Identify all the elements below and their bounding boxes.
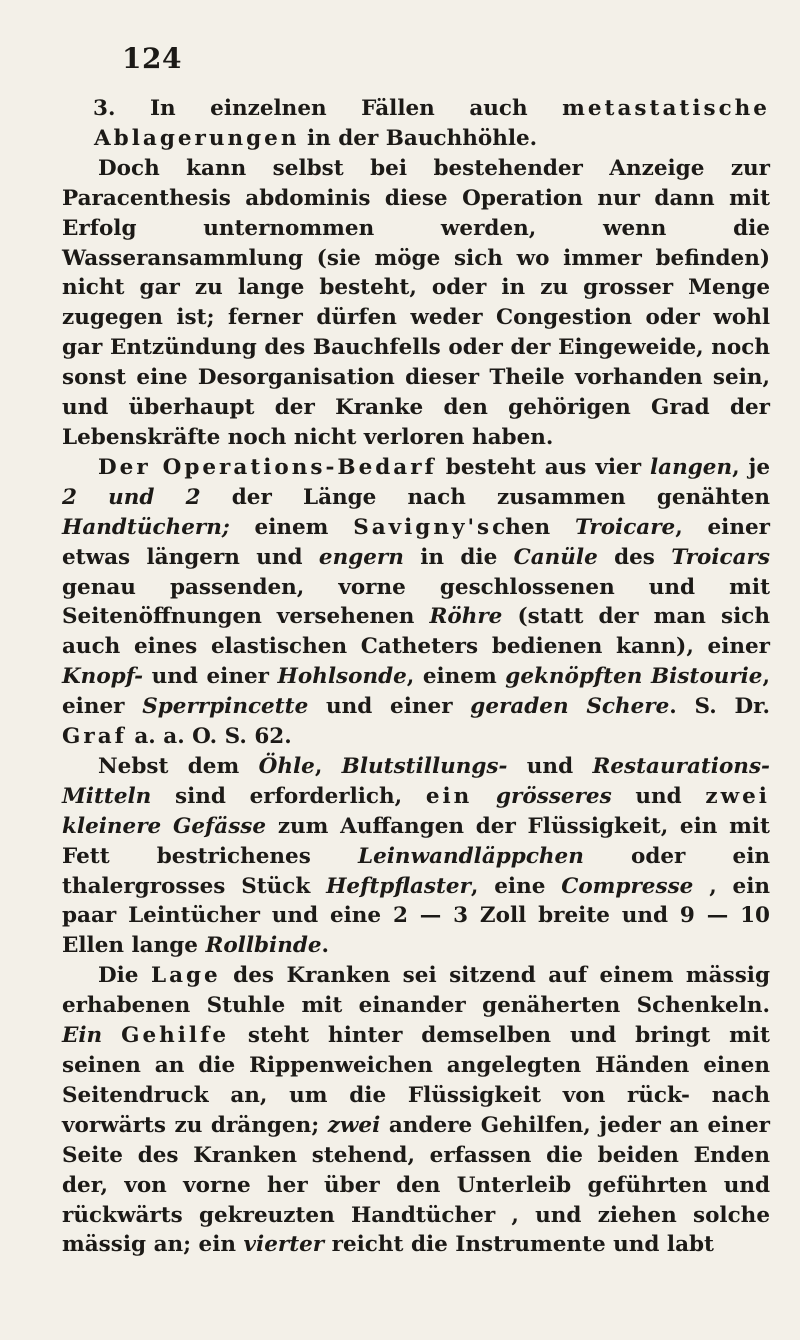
italic-term: Sperrpincette	[142, 694, 309, 720]
spaced-term: Savigny's	[353, 514, 493, 540]
text-run: chen	[492, 514, 575, 540]
text-run: Nebst dem	[98, 753, 259, 779]
text-run: , einer	[62, 664, 770, 720]
text-run: , ein paar Leintücher und eine 2 — 3 Zoll breite und 9 — 10 Ellen lange	[62, 873, 770, 959]
italic-term: langen	[650, 454, 733, 480]
text-run: sind erforderlich,	[151, 783, 426, 809]
spaced-term: Graf	[62, 724, 127, 750]
italic-term: Handtüchern;	[62, 514, 230, 540]
text-run: der Länge nach zusammen genähten	[200, 484, 771, 510]
text-run: in die	[403, 544, 514, 570]
text-run: genau passenden, vorne geschlossenen und mit Seitenöffnungen versehenen	[62, 574, 770, 630]
text-run: , je	[732, 454, 771, 480]
text-run: und	[507, 753, 593, 779]
text-run: ,	[314, 753, 342, 779]
text-run: und	[611, 783, 706, 809]
text-run: a. a. O. S. 62.	[126, 724, 292, 750]
text-run: reicht die Instrumente und labt	[324, 1232, 714, 1258]
spaced-term: metastatische Ablagerungen	[94, 96, 770, 151]
text-run: 3. In einzelnen Fällen auch	[93, 96, 563, 121]
spaced-term: Der Operations-Bedarf	[98, 454, 437, 480]
text-run	[472, 784, 496, 809]
italic-term: Röhre	[429, 604, 503, 630]
text-run: , einem	[406, 664, 506, 690]
paragraph-3	[62, 453, 770, 752]
italic-term: grösseres	[496, 783, 612, 809]
text-run: , einer etwas längern und	[62, 514, 770, 570]
italic-term: Compresse	[561, 873, 694, 899]
italic-term: Leinwandläppchen	[357, 843, 584, 869]
italic-term: geknöpften Bistourie	[505, 664, 763, 690]
italic-term: vierter	[243, 1232, 325, 1258]
text-run: , eine	[470, 873, 562, 899]
italic-term: geraden Schere	[470, 694, 670, 720]
italic-term: 2 und 2	[62, 484, 201, 510]
text-run: . S. Dr.	[669, 694, 770, 720]
text-run: oder ein thalergrosses Stück	[62, 843, 770, 899]
italic-term: zwei	[327, 1112, 381, 1138]
spaced-term: Lage	[150, 963, 221, 989]
text-run: und einer	[143, 664, 278, 690]
text-run: steht hinter demselben und bringt mit seinen an die Rippenweichen angelegten Händen einen Seitendruck an, um die Flüssigkeit von rück- nach vorwärts zu drängen;	[62, 1023, 770, 1138]
spaced-term: zwei	[705, 783, 770, 809]
spaced-term: Gehilfe	[121, 1023, 230, 1049]
paragraph-2	[62, 154, 770, 453]
italic-term: Rollbinde	[205, 933, 322, 959]
italic-term: Troicars	[671, 544, 770, 570]
italic-term: engern	[318, 544, 404, 570]
italic-term: Öhle	[258, 753, 315, 779]
body-text	[62, 94, 770, 1260]
italic-term: Troicare	[574, 514, 676, 540]
text-run: .	[321, 933, 330, 959]
text-run: einem	[229, 514, 354, 540]
text-run: in der Bauchhöhle.	[299, 125, 538, 151]
text-run: besteht aus vier	[436, 454, 651, 480]
italic-term: Blutstillungs-	[341, 753, 508, 779]
text-run: zum Auffangen der Flüssigkeit, ein mit Fett bestrichenes	[62, 813, 770, 869]
text-run: Die	[98, 963, 151, 989]
spaced-term: ein	[425, 783, 473, 809]
paragraph-5	[62, 961, 770, 1260]
italic-term: kleinere Gefässe	[62, 813, 267, 839]
italic-term: Hohlsonde	[277, 664, 407, 690]
text-run: (statt der man sich auch eines elastischen Catheters bedienen kann), einer	[62, 604, 770, 660]
paragraph-4	[62, 752, 770, 961]
text-run	[102, 1023, 121, 1048]
italic-term: Canüle	[513, 544, 598, 570]
text-run: des Kranken sei sitzend auf einem mässig erhabenen Stuhle mit einander genäherten Schenkeln.	[62, 963, 770, 1019]
text-run: des	[597, 544, 672, 570]
page-number: 124	[122, 42, 182, 75]
italic-term: Restaurations-Mitteln	[62, 753, 770, 809]
text-run: andere Gehilfen, jeder an einer Seite des Kranken stehend, erfassen die beiden Enden der, von vorne her über den Unterleib geführten und rückwärts gekreuzten Handtücher , und ziehen solche mässig an; ein	[62, 1112, 770, 1258]
italic-term: Knopf-	[62, 664, 144, 690]
text-run: Doch kann selbst bei bestehender Anzeige zur Paracenthesis abdominis diese Operation nur dann mit Erfolg unternommen werden, wenn die Wasseransammlung (sie möge sich wo immer befinden) nicht gar zu lange besteht, oder in zu grosser Menge zugegen ist; ferner dürfen weder Congestion oder wohl gar Entzündung des Bauchfells oder der Eingeweide, noch sonst eine Desorganisation dieser Theile vorhanden sein, und überhaupt der Kranke den gehörigen Grad der Lebenskräfte noch nicht verloren haben.	[62, 155, 770, 450]
paragraph-1	[62, 94, 770, 154]
italic-term: Heftpflaster	[326, 873, 471, 899]
italic-term: Ein	[62, 1023, 103, 1049]
text-run: und einer	[308, 694, 471, 720]
